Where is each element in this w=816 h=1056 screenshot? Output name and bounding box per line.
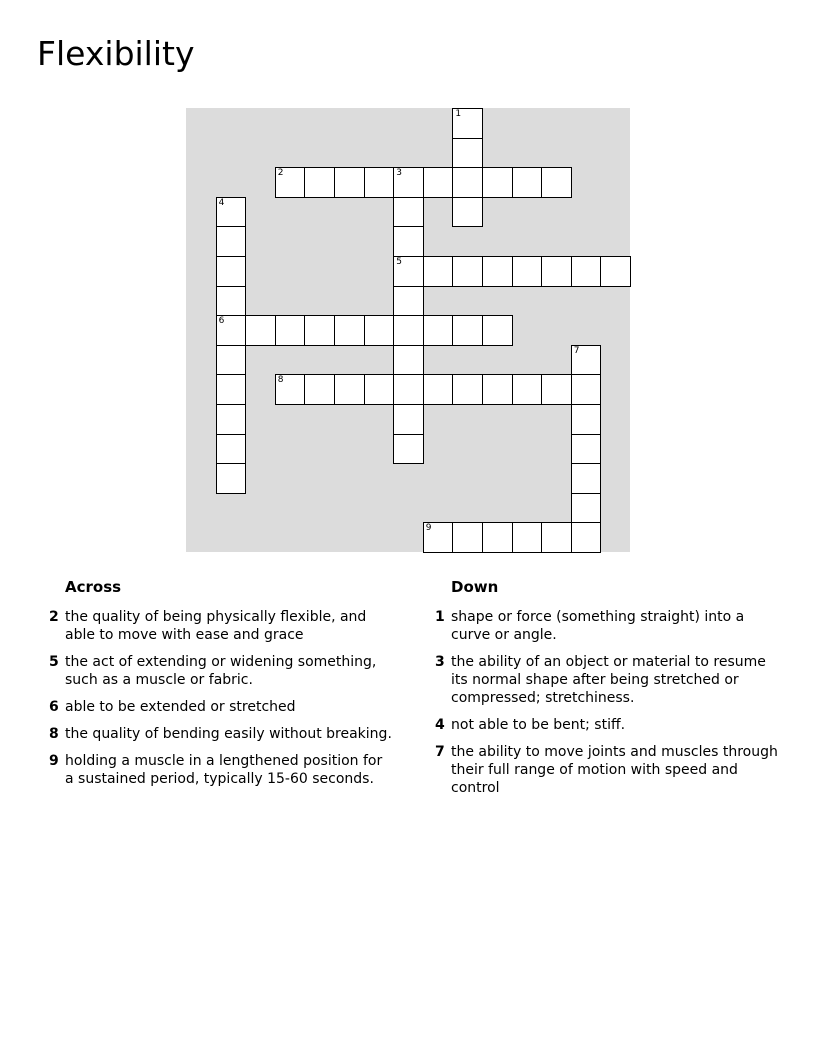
crossword-cell[interactable]: [452, 197, 483, 228]
crossword-cell[interactable]: [571, 493, 602, 524]
crossword-cell[interactable]: [216, 256, 247, 287]
crossword-cell[interactable]: [512, 167, 543, 198]
cell-number: 6: [218, 316, 225, 327]
down-clue: [430, 716, 780, 734]
crossword-cell[interactable]: [541, 167, 572, 198]
across-clue: [44, 653, 394, 689]
crossword-cell[interactable]: [393, 167, 424, 198]
crossword-cell[interactable]: [571, 374, 602, 405]
down-heading: Down: [451, 578, 499, 596]
down-clues: [430, 578, 780, 806]
cell-number: 7: [573, 345, 580, 356]
crossword-cell[interactable]: [541, 256, 572, 287]
page-title: Flexibility: [37, 34, 195, 73]
crossword-cell[interactable]: [334, 167, 365, 198]
crossword-grid: [186, 108, 630, 552]
crossword-cell[interactable]: [216, 345, 247, 376]
clue-text: the act of extending or widening something, such as a muscle or fabric.: [65, 654, 377, 688]
crossword-cell[interactable]: [393, 434, 424, 465]
crossword-cell[interactable]: [482, 167, 513, 198]
clue-number: 8: [49, 726, 59, 742]
crossword-cell[interactable]: [334, 374, 365, 405]
crossword-cell[interactable]: [452, 138, 483, 169]
across-clue-list: [44, 608, 394, 788]
crossword-cell[interactable]: [512, 256, 543, 287]
crossword-cell[interactable]: [452, 522, 483, 553]
down-clue: [430, 743, 780, 797]
across-clue: [44, 725, 394, 743]
crossword-cell[interactable]: [216, 463, 247, 494]
clue-number: 9: [49, 753, 59, 769]
across-clue: [44, 608, 394, 644]
clue-number: 2: [49, 609, 59, 625]
crossword-cell[interactable]: [275, 167, 306, 198]
clue-text: the quality of bending easily without breaking.: [65, 726, 392, 742]
crossword-cell[interactable]: [304, 315, 335, 346]
crossword-cell[interactable]: [452, 256, 483, 287]
crossword-cell[interactable]: [512, 522, 543, 553]
clue-text: the ability of an object or material to resume its normal shape after being stretched or compressed; stretchiness.: [451, 654, 766, 706]
crossword-cell[interactable]: [364, 167, 395, 198]
crossword-cell[interactable]: [541, 522, 572, 553]
crossword-cell[interactable]: [571, 345, 602, 376]
crossword-cell[interactable]: [245, 315, 276, 346]
crossword-cell[interactable]: [304, 167, 335, 198]
crossword-cell[interactable]: [334, 315, 365, 346]
crossword-cell[interactable]: [216, 434, 247, 465]
clue-number: 4: [435, 717, 445, 733]
crossword-cell[interactable]: [393, 404, 424, 435]
down-clue: [430, 608, 780, 644]
crossword-cell[interactable]: [393, 226, 424, 257]
crossword-cell[interactable]: [393, 286, 424, 317]
crossword-cell[interactable]: [452, 108, 483, 139]
crossword-cell[interactable]: [482, 522, 513, 553]
crossword-cell[interactable]: [275, 374, 306, 405]
down-clue-list: [430, 608, 780, 797]
crossword-cell[interactable]: [393, 315, 424, 346]
crossword-cell[interactable]: [423, 522, 454, 553]
crossword-cell[interactable]: [216, 197, 247, 228]
clue-text: the quality of being physically flexible, and able to move with ease and grace: [65, 609, 367, 643]
clue-number: 6: [49, 699, 59, 715]
crossword-cell[interactable]: [423, 167, 454, 198]
crossword-cell[interactable]: [571, 463, 602, 494]
crossword-cell[interactable]: [452, 167, 483, 198]
cell-number: 4: [218, 197, 225, 208]
clue-text: holding a muscle in a lengthened position for a sustained period, typically 15-60 seconds.: [65, 753, 383, 787]
crossword-cell[interactable]: [216, 226, 247, 257]
crossword-cell[interactable]: [393, 256, 424, 287]
crossword-cell[interactable]: [393, 197, 424, 228]
crossword-cell[interactable]: [482, 256, 513, 287]
cell-number: 8: [277, 375, 284, 386]
crossword-cell[interactable]: [452, 374, 483, 405]
crossword-cell[interactable]: [216, 286, 247, 317]
crossword-cell[interactable]: [600, 256, 631, 287]
cell-number: 3: [396, 168, 402, 179]
cell-number: 5: [396, 257, 402, 267]
clue-number: 5: [49, 654, 59, 670]
crossword-cell[interactable]: [482, 315, 513, 346]
crossword-cell[interactable]: [571, 404, 602, 435]
crossword-cell[interactable]: [275, 315, 306, 346]
crossword-cell[interactable]: [541, 374, 572, 405]
crossword-cell[interactable]: [423, 374, 454, 405]
crossword-cell[interactable]: [423, 315, 454, 346]
crossword-cell[interactable]: [482, 374, 513, 405]
clue-number: 7: [435, 744, 445, 760]
cell-number: 9: [425, 523, 432, 534]
crossword-cell[interactable]: [393, 374, 424, 405]
clue-number: 1: [435, 609, 445, 625]
crossword-cell[interactable]: [364, 374, 395, 405]
across-clue: [44, 698, 394, 716]
clue-text: shape or force (something straight) into a curve or angle.: [451, 609, 745, 643]
across-clue: [44, 752, 394, 788]
crossword-cell[interactable]: [216, 374, 247, 405]
crossword-cell[interactable]: [216, 315, 247, 346]
crossword-cell[interactable]: [423, 256, 454, 287]
crossword-cell[interactable]: [216, 404, 247, 435]
clue-text: the ability to move joints and muscles through their full range of motion with speed and control: [451, 744, 778, 796]
crossword-cell[interactable]: [512, 374, 543, 405]
crossword-cell[interactable]: [571, 434, 602, 465]
down-clue: [430, 653, 780, 707]
crossword-cell[interactable]: [571, 256, 602, 287]
cell-number: 1: [455, 109, 462, 119]
clue-number: 3: [435, 654, 445, 670]
clue-text: able to be extended or stretched: [65, 699, 296, 715]
crossword-cell[interactable]: [452, 315, 483, 346]
crossword-cell[interactable]: [364, 315, 395, 346]
crossword-cell[interactable]: [304, 374, 335, 405]
cell-number: 2: [277, 168, 284, 179]
clue-text: not able to be bent; stiff.: [451, 717, 626, 733]
crossword-cell[interactable]: [571, 522, 602, 553]
across-heading: Across: [65, 578, 122, 596]
crossword-cell[interactable]: [393, 345, 424, 376]
across-clues: [44, 578, 394, 797]
